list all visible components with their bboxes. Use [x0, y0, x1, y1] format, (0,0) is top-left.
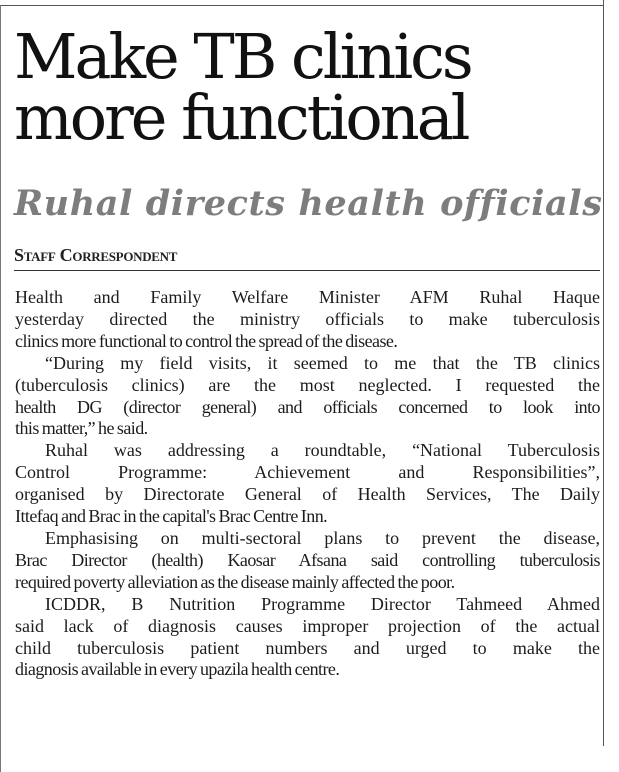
headline	[14, 20, 604, 154]
paragraph-2	[15, 353, 600, 441]
paragraph-line: ICDDR, B Nutrition Programme Director Tahmeed Ahmed	[45, 593, 600, 614]
headline-line-1: Make TB clinics	[14, 20, 471, 93]
paragraph-line: Health and Family Welfare Minister AFM Ruhal Haque	[15, 287, 600, 307]
paragraph-1	[15, 287, 600, 353]
paragraph-line: Control Programme: Achievement and Responsibilities”,	[15, 462, 600, 483]
paragraph-line: health DG (director general) and officials concerned to look into	[15, 396, 600, 417]
paragraph-line: this matter,” he said.	[15, 418, 148, 439]
paragraph-line: said lack of diagnosis causes improper projection of the actual	[15, 615, 600, 636]
paragraph-line: Emphasising on multi-sectoral plans to prevent the disease,	[45, 527, 600, 548]
paragraph-3	[15, 440, 600, 528]
paragraph-line: Brac Director (health) Kaosar Afsana said controlling tuberculosis	[15, 549, 600, 570]
paragraph-line: Ruhal was addressing a roundtable, “National Tuberculosis	[45, 440, 600, 461]
paragraph-line: organised by Directorate General of Health Services, The Daily	[15, 484, 600, 505]
byline: Staff Correspondent	[14, 245, 178, 265]
clipping-top-border	[0, 5, 604, 6]
paragraph-line: (tuberculosis clinics) are the most neglected. I requested the	[15, 374, 600, 395]
clipping-left-border	[0, 5, 1, 772]
paragraph-line: diagnosis available in every upazila health centre.	[15, 659, 340, 680]
byline-divider	[14, 270, 600, 271]
paragraph-5	[15, 594, 600, 682]
article-body	[15, 287, 600, 681]
paragraph-line: “During my field visits, it seemed to me that the TB clinics	[45, 352, 600, 373]
paragraph-line: clinics more functional to control the spread of the disease.	[15, 330, 398, 351]
headline-line-2: more functional	[14, 81, 468, 154]
paragraph-line: required poverty alleviation as the disease mainly affected the poor.	[15, 571, 455, 592]
paragraph-line: Ittefaq and Brac in the capital's Brac Centre Inn.	[15, 506, 328, 527]
subheadline: Ruhal directs health officials	[14, 183, 603, 224]
paragraph-line: child tuberculosis patient numbers and urged to make the	[15, 637, 600, 658]
paragraph-4	[15, 528, 600, 594]
paragraph-line: yesterday directed the ministry officials to make tuberculosis	[15, 308, 600, 329]
